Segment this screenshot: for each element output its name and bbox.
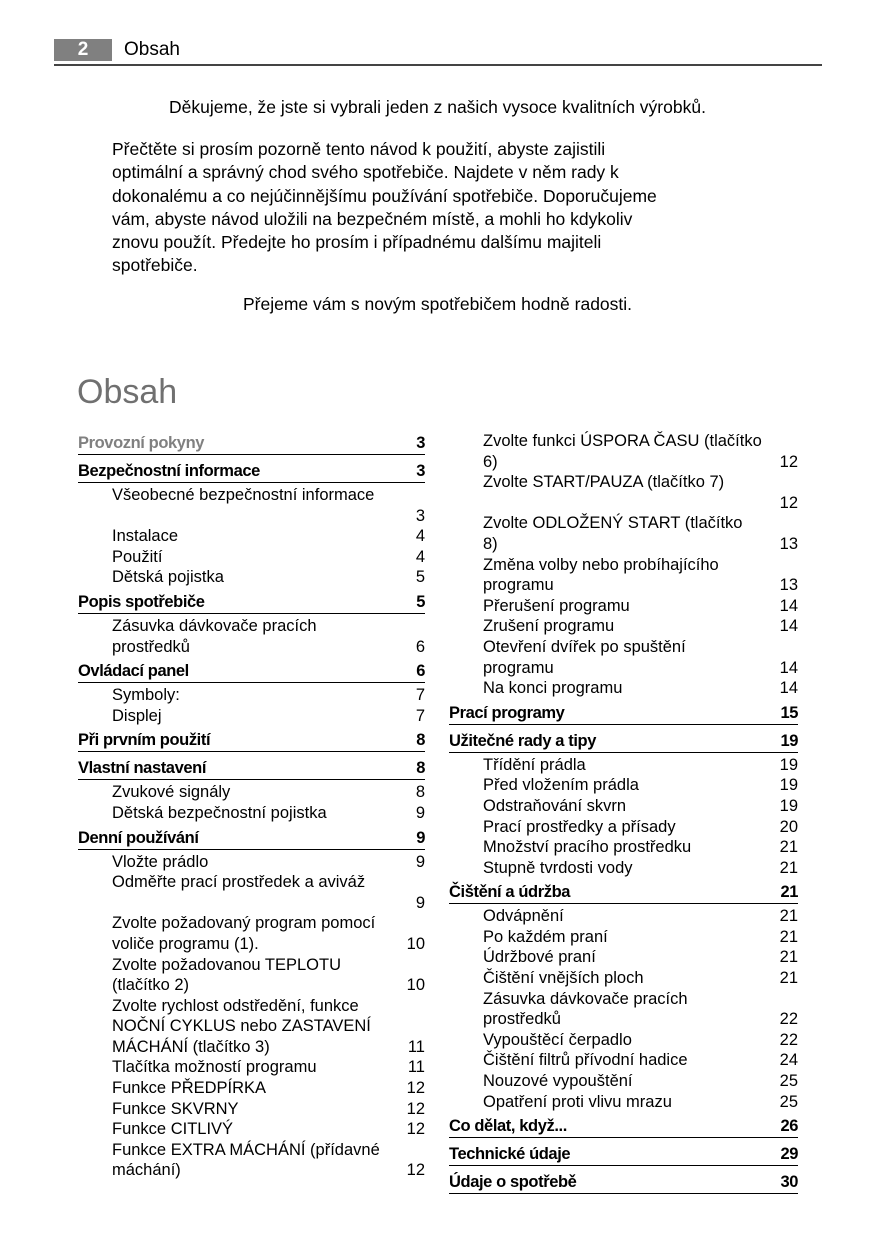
toc-page-number: 15 bbox=[780, 703, 798, 722]
toc-page-number: 4 bbox=[415, 527, 425, 546]
toc-entry-title-line: Zásuvka dávkovače pracích bbox=[112, 616, 317, 635]
toc-entry-title: Při prvním použití bbox=[78, 731, 211, 750]
toc-subentry[interactable] bbox=[449, 472, 798, 513]
toc-subentry[interactable] bbox=[449, 858, 798, 879]
toc-page-number: 8 bbox=[416, 731, 425, 750]
toc-entry-title-line: Údržbové praní bbox=[483, 948, 596, 967]
toc-page-number: 19 bbox=[779, 755, 798, 774]
toc-entry-title-line: Displej bbox=[112, 706, 162, 725]
toc-entry-title-line: Funkce PŘEDPÍRKA bbox=[112, 1079, 267, 1098]
toc-subentry[interactable] bbox=[78, 996, 425, 1058]
toc-page-number: 25 bbox=[779, 1072, 798, 1091]
toc-subentry[interactable] bbox=[78, 782, 425, 803]
toc-entry-title-line: Zvukové signály bbox=[112, 783, 231, 802]
toc-entry-title: Denní používání bbox=[78, 828, 199, 847]
toc-page-number: 12 bbox=[406, 1099, 425, 1118]
toc-section-entry[interactable] bbox=[78, 657, 425, 683]
toc-entry-title: Technické údaje bbox=[449, 1145, 571, 1164]
toc-page-number: 10 bbox=[406, 976, 425, 995]
intro-line: vám, abyste návod uložili na bezpečném místě, a mohli ho kdykoliv bbox=[112, 208, 633, 229]
toc-page-number: 10 bbox=[406, 934, 425, 953]
toc-entry-title-line: Odstraňování skvrn bbox=[483, 796, 627, 815]
toc-entry-title-line: Funkce SKVRNY bbox=[112, 1099, 239, 1118]
toc-page-number: 8 bbox=[415, 783, 425, 802]
toc-page-number: 24 bbox=[779, 1051, 798, 1070]
toc-entry-title: Popis spotřebiče bbox=[78, 592, 205, 611]
toc-page-number: 26 bbox=[780, 1117, 798, 1136]
toc-entry-title-line: Na konci programu bbox=[483, 679, 623, 698]
toc-subentry[interactable] bbox=[78, 485, 425, 526]
toc-subentry[interactable] bbox=[78, 1119, 425, 1140]
toc-entry-title-line: (tlačítko 2) bbox=[112, 976, 190, 995]
toc-page-number: 6 bbox=[415, 637, 425, 656]
toc-entry-title-line: Opatření proti vlivu mrazu bbox=[483, 1092, 672, 1111]
toc-entry-title-line: Vypouštěcí čerpadlo bbox=[483, 1030, 632, 1049]
toc-page-number: 9 bbox=[416, 828, 425, 847]
toc-subentry[interactable] bbox=[449, 1050, 798, 1071]
toc-entry-title-line: Prací prostředky a přísady bbox=[483, 817, 676, 836]
toc-page-number: 6 bbox=[416, 662, 425, 681]
toc-entry-title-line: Vložte prádlo bbox=[112, 852, 209, 871]
toc-page-number: 11 bbox=[407, 1037, 425, 1056]
toc-entry-title-line: Přerušení programu bbox=[483, 596, 630, 615]
toc-subentry[interactable] bbox=[78, 955, 425, 996]
toc-entry-title-line bbox=[112, 506, 425, 527]
toc-section-entry[interactable] bbox=[449, 878, 798, 904]
toc-entry-title-line: Otevření dvířek po spuštění bbox=[483, 637, 686, 656]
toc-section-entry[interactable] bbox=[449, 1112, 798, 1138]
toc-page-number: 3 bbox=[415, 506, 425, 525]
toc-page-number: 9 bbox=[415, 893, 425, 912]
toc-entry-title-line: Odměřte prací prostředek a aviváž bbox=[112, 873, 366, 892]
running-header-title: Obsah bbox=[124, 39, 180, 60]
toc-subentry[interactable] bbox=[449, 616, 798, 637]
toc-entry-title-line: Nouzové vypouštění bbox=[483, 1072, 633, 1091]
toc-entry-title-line: Tlačítka možností programu bbox=[112, 1058, 317, 1077]
toc-subentry[interactable] bbox=[449, 596, 798, 617]
toc-page-number: 29 bbox=[780, 1145, 798, 1164]
intro-line: dokonalému a co nejúčinnějšímu používání spotřebiče. Doporučujeme bbox=[112, 185, 657, 206]
toc-subentry[interactable] bbox=[78, 1078, 425, 1099]
toc-section-entry[interactable] bbox=[78, 824, 425, 850]
toc-entry-title-line: Zvolte ODLOŽENÝ START (tlačítko bbox=[483, 514, 743, 533]
toc-entry-title-line: 6) bbox=[483, 452, 498, 471]
toc-page-number: 21 bbox=[779, 927, 798, 946]
toc-page-number: 5 bbox=[415, 568, 425, 587]
toc-subentry[interactable] bbox=[449, 637, 798, 678]
toc-subentry[interactable] bbox=[449, 1092, 798, 1113]
toc-subentry[interactable] bbox=[449, 1071, 798, 1092]
intro-line: optimální a správný chod svého spotřebiče. Najdete v něm rady k bbox=[112, 162, 619, 183]
toc-column-right bbox=[449, 431, 798, 1196]
header-rule bbox=[54, 64, 822, 66]
toc-entry-title-line: voliče programu (1). bbox=[112, 934, 259, 953]
toc-subentry[interactable] bbox=[78, 616, 425, 657]
toc-entry-title-line: programu bbox=[483, 576, 554, 595]
toc-page-number: 12 bbox=[406, 1079, 425, 1098]
toc-page-number: 19 bbox=[779, 796, 798, 815]
toc-entry-title-line: Všeobecné bezpečnostní informace bbox=[112, 486, 375, 504]
toc-entry-title-line: MÁCHÁNÍ (tlačítko 3) bbox=[112, 1037, 270, 1056]
toc-entry-title-line: Čištění vnějších ploch bbox=[483, 969, 644, 988]
toc-subentry[interactable] bbox=[449, 837, 798, 858]
toc-entry-title-line: programu bbox=[483, 658, 554, 677]
toc-entry-title: Ovládací panel bbox=[78, 662, 189, 681]
intro-closing: Přejeme vám s novým spotřebičem hodně radosti. bbox=[242, 294, 633, 314]
toc-entry-title-line: prostředků bbox=[112, 637, 190, 656]
toc-entry-title-line: Po každém praní bbox=[483, 927, 608, 946]
toc-page-number: 22 bbox=[779, 1010, 798, 1029]
intro-paragraph bbox=[112, 138, 772, 278]
toc-entry-title: Co dělat, když... bbox=[449, 1117, 567, 1136]
toc-subentry[interactable] bbox=[449, 947, 798, 968]
toc-page-number: 14 bbox=[779, 658, 798, 677]
toc-entry-title-line: prostředků bbox=[483, 1010, 561, 1029]
toc-section-entry[interactable] bbox=[449, 699, 798, 725]
toc-page-number: 13 bbox=[779, 534, 798, 553]
toc-entry-title: Užitečné rady a tipy bbox=[449, 731, 596, 750]
toc-entry-title-line: Odvápnění bbox=[483, 907, 564, 926]
toc-entry-title: Prací programy bbox=[449, 703, 565, 722]
toc-subentry[interactable] bbox=[78, 526, 425, 547]
toc-section-entry[interactable] bbox=[78, 726, 425, 752]
toc-entry-title-line: Funkce CITLIVÝ bbox=[112, 1120, 234, 1139]
toc-subentry[interactable] bbox=[449, 678, 798, 699]
toc-page-number: 3 bbox=[416, 462, 425, 480]
toc-entry-title: Vlastní nastavení bbox=[78, 759, 207, 778]
toc-page-number: 12 bbox=[779, 493, 798, 512]
toc-page-number: 30 bbox=[780, 1173, 798, 1192]
toc-subentry[interactable] bbox=[449, 775, 798, 796]
page-number-badge: 2 bbox=[54, 39, 112, 61]
toc-subentry[interactable] bbox=[449, 755, 798, 776]
intro-thanks: Děkujeme, že jste si vybrali jeden z našich vysoce kvalitních výrobků. bbox=[169, 97, 706, 117]
toc-entry-title-line bbox=[112, 893, 425, 914]
toc-entry-title-line: Dětská pojistka bbox=[112, 568, 224, 587]
toc-subentry[interactable] bbox=[78, 685, 425, 706]
toc-page-number: 21 bbox=[779, 838, 798, 857]
toc-subentry[interactable] bbox=[78, 1140, 425, 1181]
toc-page-number: 14 bbox=[779, 679, 798, 698]
toc-subentry[interactable] bbox=[449, 431, 798, 472]
toc-entry-title-line: Zvolte rychlost odstředění, funkce bbox=[112, 996, 359, 1015]
toc-page-number: 3 bbox=[416, 434, 425, 452]
toc-entry-title-line: Změna volby nebo probíhajícího bbox=[483, 555, 719, 574]
toc-entry-title-line: Zvolte funkci ÚSPORA ČASU (tlačítko bbox=[483, 432, 762, 450]
toc-column-left bbox=[78, 433, 425, 1181]
toc-subentry[interactable] bbox=[449, 989, 798, 1030]
toc-page-number: 12 bbox=[779, 452, 798, 471]
toc-page-number: 14 bbox=[779, 617, 798, 636]
toc-subentry[interactable] bbox=[449, 1030, 798, 1051]
toc-page-number: 9 bbox=[415, 852, 425, 871]
toc-entry-title-line: Dětská bezpečnostní pojistka bbox=[112, 803, 327, 822]
toc-subentry[interactable] bbox=[78, 803, 425, 824]
toc-page-number: 21 bbox=[779, 858, 798, 877]
toc-entry-title-line: Symboly: bbox=[112, 686, 180, 705]
toc-section-entry[interactable] bbox=[78, 433, 425, 455]
toc-subentry[interactable] bbox=[78, 706, 425, 727]
toc-entry-title-line: Funkce EXTRA MÁCHÁNÍ (přídavné bbox=[112, 1140, 380, 1159]
toc-section-entry[interactable] bbox=[449, 727, 798, 753]
toc-entry-title-line: Zásuvka dávkovače pracích bbox=[483, 989, 688, 1008]
toc-page-number: 22 bbox=[779, 1030, 798, 1049]
toc-page-number: 19 bbox=[779, 776, 798, 795]
toc-entry-title: Čištění a údržba bbox=[449, 883, 571, 902]
toc-page-number: 21 bbox=[779, 948, 798, 967]
toc-title: Obsah bbox=[77, 373, 178, 411]
toc-page-number: 21 bbox=[779, 907, 798, 926]
toc-entry-title-line: 8) bbox=[483, 534, 498, 553]
intro-line: znovu použít. Předejte ho prosím i případnému dalšímu majiteli bbox=[112, 232, 602, 253]
toc-entry-title-line: Zrušení programu bbox=[483, 617, 615, 636]
toc-subentry[interactable] bbox=[78, 547, 425, 568]
toc-subentry[interactable] bbox=[449, 968, 798, 989]
toc-subentry[interactable] bbox=[449, 796, 798, 817]
toc-page-number: 5 bbox=[416, 592, 425, 611]
toc-section-entry[interactable] bbox=[78, 754, 425, 780]
toc-entry-title-line: Zvolte požadovanou TEPLOTU bbox=[112, 955, 341, 974]
toc-subentry[interactable] bbox=[449, 817, 798, 838]
toc-page-number: 21 bbox=[780, 883, 798, 902]
toc-page-number: 4 bbox=[415, 547, 425, 566]
toc-subentry[interactable] bbox=[449, 906, 798, 927]
toc-page-number: 12 bbox=[406, 1120, 425, 1139]
toc-section-entry[interactable] bbox=[78, 588, 425, 614]
toc-entry-title-line: NOČNÍ CYKLUS nebo ZASTAVENÍ bbox=[112, 1017, 371, 1036]
toc-entry-title: Bezpečnostní informace bbox=[78, 462, 260, 480]
toc-subentry[interactable] bbox=[449, 555, 798, 596]
toc-entry-title: Údaje o spotřebě bbox=[449, 1173, 577, 1192]
toc-subentry[interactable] bbox=[78, 1099, 425, 1120]
toc-page-number: 7 bbox=[415, 706, 425, 725]
toc-page-number: 14 bbox=[779, 596, 798, 615]
toc-page-number: 25 bbox=[779, 1092, 798, 1111]
toc-entry-title-line: Množství pracího prostředku bbox=[483, 838, 692, 857]
toc-subentry[interactable] bbox=[78, 567, 425, 588]
toc-subentry[interactable] bbox=[78, 1057, 425, 1078]
toc-section-entry[interactable] bbox=[449, 1168, 798, 1194]
toc-page-number: 21 bbox=[779, 969, 798, 988]
toc-entry-title-line: Zvolte START/PAUZA (tlačítko 7) bbox=[483, 473, 725, 492]
toc-subentry[interactable] bbox=[449, 513, 798, 554]
toc-entry-title-line: Použití bbox=[112, 547, 163, 566]
toc-entry-title-line: Před vložením prádla bbox=[483, 776, 639, 795]
toc-subentry[interactable] bbox=[78, 852, 425, 873]
toc-entry-title-line: Zvolte požadovaný program pomocí bbox=[112, 914, 376, 933]
toc-page-number: 12 bbox=[406, 1161, 425, 1180]
toc-entry-title-line bbox=[483, 493, 798, 514]
toc-entry-title-line: Čištění filtrů přívodní hadice bbox=[483, 1051, 688, 1070]
toc-entry-title-line: Instalace bbox=[112, 527, 179, 546]
toc-page-number: 7 bbox=[415, 686, 425, 705]
toc-page-number: 9 bbox=[415, 803, 425, 822]
toc-page-number: 19 bbox=[780, 731, 798, 750]
toc-page-number: 8 bbox=[416, 759, 425, 778]
toc-subentry[interactable] bbox=[78, 872, 425, 913]
toc-page-number: 20 bbox=[779, 817, 798, 836]
toc-entry-title-line: Třídění prádla bbox=[483, 755, 586, 774]
toc-entry-title-line: máchání) bbox=[112, 1161, 181, 1180]
toc-section-entry[interactable] bbox=[449, 1140, 798, 1166]
toc-entry-title: Provozní pokyny bbox=[78, 434, 205, 452]
toc-subentry[interactable] bbox=[78, 913, 425, 954]
toc-entry-title-line: Stupně tvrdosti vody bbox=[483, 858, 633, 877]
toc-page-number: 11 bbox=[407, 1058, 425, 1077]
intro-line: Přečtěte si prosím pozorně tento návod k použití, abyste zajistili bbox=[112, 139, 606, 159]
intro-line: spotřebiče. bbox=[112, 255, 198, 276]
toc-subentry[interactable] bbox=[449, 927, 798, 948]
toc-page-number: 13 bbox=[779, 576, 798, 595]
toc-section-entry[interactable] bbox=[78, 457, 425, 483]
